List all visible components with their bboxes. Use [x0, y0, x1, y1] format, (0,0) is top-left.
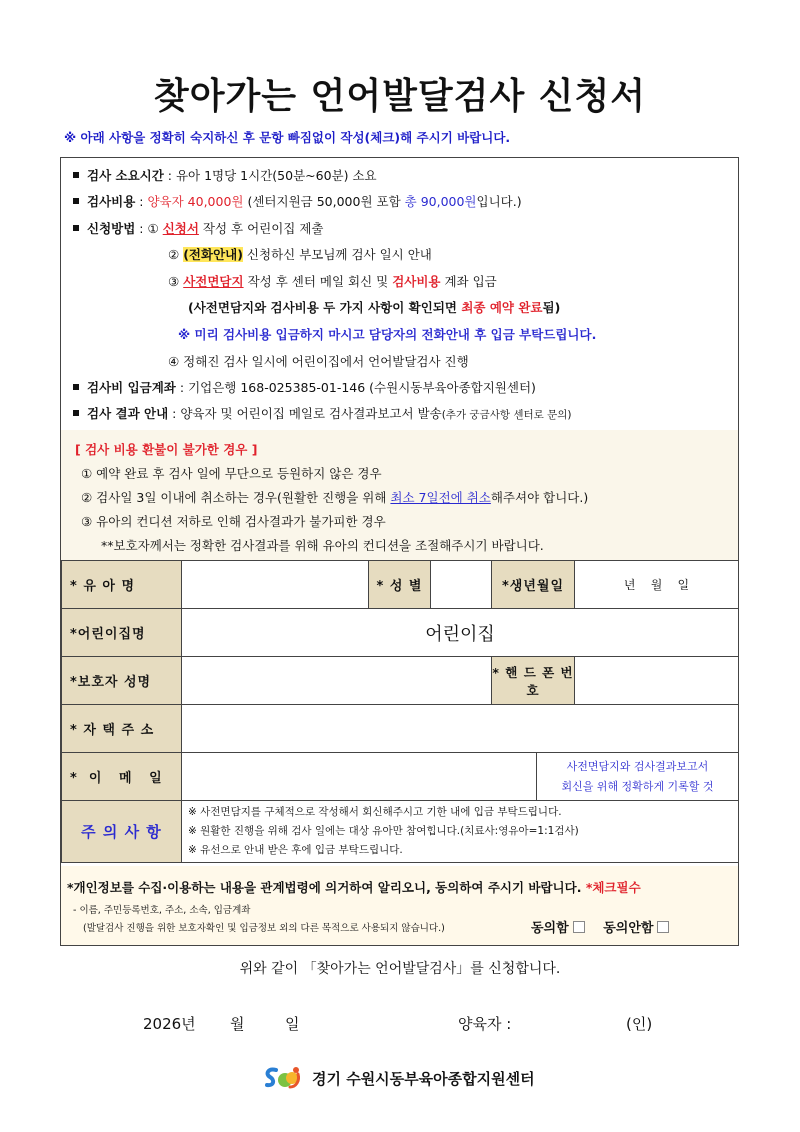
step3-key: 사전면담지	[183, 274, 244, 289]
refund-item-3: ③ 유아의 컨디션 저하로 인해 검사결과가 불가피한 경우	[81, 514, 386, 529]
refund-note: **보호자께서는 정확한 검사결과를 위해 유아의 컨디션을 조절해주시기 바랍니다.	[101, 538, 544, 553]
parent-signature-label: 양육자 :	[458, 1015, 512, 1033]
refund-item-2-text: ② 검사일 3일 이내에 취소하는 경우(원활한 진행을 위해	[81, 490, 387, 505]
child-name-input[interactable]	[182, 561, 369, 609]
address-label: * 자 택 주 소	[62, 705, 182, 753]
step3-note-b: 됨)	[542, 300, 561, 315]
consent-checkboxes	[531, 917, 669, 936]
address-input[interactable]	[182, 705, 739, 753]
step3-key2: 검사비용	[392, 274, 441, 289]
step4-line: ④ 정해진 검사 일시에 어린이집에서 언어발달검사 진행	[168, 354, 469, 369]
consent-items: - 이름, 주민등록번호, 주소, 소속, 입금계좌	[73, 905, 251, 916]
account-value: 기업은행 168-025385-01-146 (수원시동부육아종합지원센터)	[188, 380, 536, 395]
refund-section	[61, 430, 738, 560]
result-value: 양육자 및 어린이집 메일로 검사결과보고서 발송	[180, 406, 442, 421]
sign-day[interactable]: 일	[285, 1015, 300, 1033]
account-label: 검사비 입금계좌	[87, 380, 176, 395]
sex-input[interactable]	[431, 561, 492, 609]
duration-label: 검사 소요시간	[87, 168, 164, 183]
refund-heading: [ 검사 비용 환불이 불가한 경우 ]	[75, 442, 258, 457]
sign-year[interactable]: 2026년	[143, 1015, 196, 1033]
phone-label: * 핸 드 폰 번 호	[492, 657, 575, 705]
method-label: 신청방법	[87, 221, 136, 236]
step3-number: ③	[168, 274, 180, 289]
bullet-icon	[73, 198, 79, 204]
step3-warning: ※ 미리 검사비용 입금하지 마시고 담당자의 전화안내 후 입금 부탁드립니다.	[178, 327, 597, 342]
step1-rest: 작성 후 어린이집 제출	[202, 221, 324, 236]
org-name: 경기 수원시동부육아종합지원센터	[312, 1069, 535, 1088]
agree-checkbox[interactable]	[573, 921, 585, 933]
email-note-line-1: 사전면담지와 검사결과보고서	[566, 759, 709, 773]
agree-label: 동의함	[531, 921, 569, 936]
step2-number: ②	[168, 247, 180, 262]
caution-item-1: ※ 사전면담지를 구체적으로 작성해서 회신해주시고 기한 내에 입금 부탁드립니다.	[188, 806, 562, 818]
consent-purpose: (발달검사 진행을 위한 보호자확인 및 입금정보 외의 다른 목적으로 사용되지 않습니다.)	[83, 923, 445, 934]
guardian-input[interactable]	[182, 657, 492, 705]
daycare-input[interactable]: 어린이집	[182, 609, 739, 657]
step1-key: 신청서	[162, 221, 199, 236]
step3-note-red: 최종 예약 완료	[461, 300, 543, 315]
disagree-checkbox[interactable]	[657, 921, 669, 933]
page-title: 찾아가는 언어발달검사 신청서	[153, 76, 647, 117]
daycare-label: *어린이집명	[62, 609, 182, 657]
footer-org	[262, 1065, 535, 1091]
bullet-icon	[73, 225, 79, 231]
email-note-line-2: 회신을 위해 정확하게 기록할 것	[561, 779, 714, 793]
bullet-icon	[73, 410, 79, 416]
step3-line	[168, 272, 497, 290]
fee-label: 검사비용	[87, 194, 136, 209]
instruction-notice: ※ 아래 사항을 정확히 숙지하신 후 문항 빠짐없이 작성(체크)해 주시기 바랍니다.	[64, 130, 511, 145]
disagree-label: 동의안함	[603, 921, 654, 936]
sex-label: * 성 별	[369, 561, 431, 609]
bullet-icon	[73, 384, 79, 390]
caution-label: 주 의 사 항	[62, 801, 182, 863]
result-small: (추가 궁금사항 센터로 문의)	[441, 409, 572, 421]
step3-rest: 계좌 입금	[444, 274, 497, 289]
application-form-box	[60, 157, 739, 877]
bullet-icon	[73, 172, 79, 178]
fee-end: 입니다.)	[476, 194, 522, 209]
result-label: 검사 결과 안내	[87, 406, 169, 421]
seal-mark[interactable]: (인)	[626, 1015, 653, 1033]
info-section	[61, 158, 738, 430]
refund-item-1: ① 예약 완료 후 검사 일에 무단으로 등원하지 않은 경우	[81, 466, 382, 481]
step2-key: (전화안내)	[183, 247, 243, 262]
refund-item-2	[81, 488, 588, 506]
email-input[interactable]	[182, 753, 537, 801]
step2-rest: 신청하신 부모님께 검사 일시 안내	[246, 247, 432, 262]
email-label: * 이 메 일	[62, 753, 182, 801]
child-name-label: * 유 아 명	[62, 561, 182, 609]
fee-parent: 양육자 40,000원	[147, 194, 244, 209]
email-note	[537, 753, 739, 801]
consent-section	[60, 866, 739, 946]
declaration-text: 위와 같이 「찾아가는 언어발달검사」를 신청합니다.	[239, 961, 561, 977]
refund-item-2-end: 해주셔야 합니다.)	[490, 490, 589, 505]
result-line: 검사 결과 안내 : 양육자 및 어린이집 메일로 검사결과보고서 발송(추가 궁금사항 센터로 문의)	[73, 404, 571, 422]
duration-value: 유아 1명당 1시간(50분~60분) 소요	[175, 168, 377, 183]
duration-line: 검사 소요시간 : 유아 1명당 1시간(50분~60분) 소요	[73, 166, 377, 184]
applicant-form-table	[61, 560, 739, 863]
caution-item-3: ※ 유선으로 안내 받은 후에 입금 부탁드립니다.	[188, 844, 403, 856]
phone-input[interactable]	[575, 657, 739, 705]
step3-note-a: (사전면담지와 검사비용 두 가지 사항이 확인되면	[188, 300, 457, 315]
consent-required: *체크필수	[585, 880, 641, 895]
sign-month[interactable]: 월	[230, 1015, 245, 1033]
center-logo-icon	[262, 1065, 306, 1091]
fee-mid: (센터지원금 50,000원 포함	[247, 194, 401, 209]
refund-cancel-link[interactable]: 최소 7일전에 취소	[390, 490, 491, 505]
caution-item-2: ※ 원활한 진행을 위해 검사 일에는 대상 유아만 참여힙니다.(치료사:영유아=1:1검사)	[188, 825, 579, 837]
birth-label: *생년월일	[492, 561, 575, 609]
fee-total: 총 90,000원	[404, 194, 477, 209]
fee-line: 검사비용 : 양육자 40,000원 (센터지원금 50,000원 포함 총 90,000원입니다.)	[73, 192, 522, 210]
consent-main-text: *개인정보를 수집·이용하는 내용을 관계법령에 의거하여 알리오니, 동의하여 주시기 바랍니다.	[67, 880, 582, 895]
account-line: 검사비 입금계좌 : 기업은행 168-025385-01-146 (수원시동부육아종합지원센터)	[73, 378, 536, 396]
caution-notes	[182, 801, 739, 863]
consent-main	[67, 878, 641, 896]
birth-input[interactable]: 년 월 일	[575, 561, 739, 609]
step3-mid: 작성 후 센터 메일 회신 및	[247, 274, 389, 289]
step2-line	[168, 245, 432, 263]
method-line: 신청방법 : ① 신청서 작성 후 어린이집 제출	[73, 219, 324, 237]
step3-note	[188, 298, 560, 316]
step1-number: ①	[147, 221, 159, 236]
guardian-label: *보호자 성명	[62, 657, 182, 705]
